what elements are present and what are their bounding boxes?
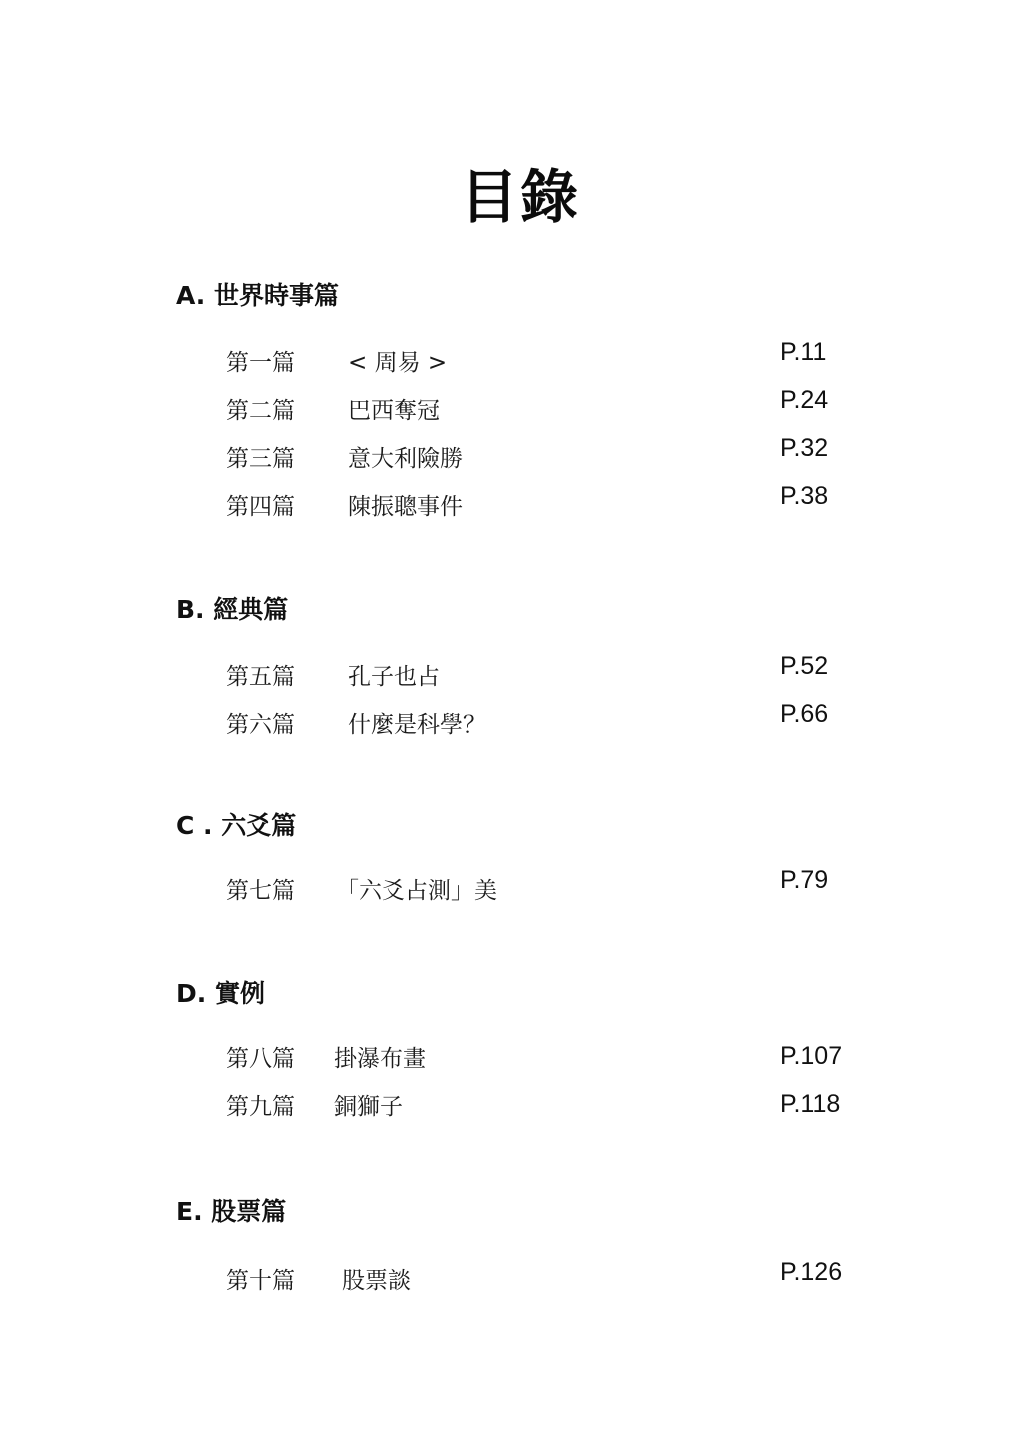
page-number: P.32 <box>780 434 829 462</box>
section-heading: C . 六爻篇 <box>176 811 297 840</box>
toc-entry-list <box>176 648 896 744</box>
chapter-number: 第十篇 <box>226 1268 295 1294</box>
toc-section-e <box>176 1194 896 1300</box>
toc-section-b <box>176 592 896 744</box>
page-number: P.79 <box>780 866 829 894</box>
page-number: P.24 <box>780 386 829 414</box>
chapter-number: 第五篇 <box>226 664 295 690</box>
chapter-title: 意大利險勝 <box>348 446 463 472</box>
toc-entry[interactable] <box>176 478 896 526</box>
chapter-number: 第三篇 <box>226 446 295 472</box>
toc-section-c <box>176 808 896 910</box>
toc-entry-list <box>176 334 896 526</box>
page-number: P.107 <box>780 1042 843 1070</box>
chapter-title: 孔子也占 <box>348 664 440 690</box>
chapter-number: 第八篇 <box>226 1046 295 1072</box>
page-number: P.11 <box>780 338 827 366</box>
chapter-number: 第九篇 <box>226 1094 295 1120</box>
section-heading: B. 經典篇 <box>176 595 289 624</box>
chapter-title: 掛瀑布畫 <box>334 1046 426 1072</box>
chapter-title: 「六爻占測」美 <box>336 878 497 904</box>
toc-entry-list <box>176 862 896 910</box>
chapter-title: 巴西奪冠 <box>348 398 440 424</box>
chapter-number: 第六篇 <box>226 712 295 738</box>
toc-entry-list <box>176 1252 896 1300</box>
section-heading: A. 世界時事篇 <box>176 281 340 310</box>
toc-section-d <box>176 976 896 1126</box>
toc-entry[interactable] <box>176 648 896 696</box>
section-heading: D. 實例 <box>176 979 265 1008</box>
page-number: P.52 <box>780 652 829 680</box>
toc-entry[interactable] <box>176 382 896 430</box>
toc-entry[interactable] <box>176 862 896 910</box>
page-number: P.118 <box>780 1090 841 1118</box>
toc-entry[interactable] <box>176 1078 896 1126</box>
page-number: P.66 <box>780 700 829 728</box>
section-heading: E. 股票篇 <box>176 1197 287 1226</box>
chapter-title: 股票談 <box>342 1268 411 1294</box>
chapter-title: 陳振聰事件 <box>348 494 463 520</box>
chapter-number: 第七篇 <box>226 878 295 904</box>
chapter-number: 第四篇 <box>226 494 295 520</box>
toc-entry[interactable] <box>176 334 896 382</box>
toc-section-a <box>176 278 896 526</box>
chapter-title: 什麼是科學？ <box>348 712 486 738</box>
toc-entry-list <box>176 1030 896 1126</box>
page-number: P.126 <box>780 1258 843 1286</box>
toc-entry[interactable] <box>176 1030 896 1078</box>
chapter-number: 第一篇 <box>226 350 295 376</box>
page-title: 目錄 <box>459 163 580 231</box>
page-number: P.38 <box>780 482 829 510</box>
toc-entry[interactable] <box>176 696 896 744</box>
toc-entry[interactable] <box>176 430 896 478</box>
chapter-title: < 周易 > <box>348 350 448 376</box>
chapter-number: 第二篇 <box>226 398 295 424</box>
toc-entry[interactable] <box>176 1252 896 1300</box>
chapter-title: 銅獅子 <box>334 1094 403 1120</box>
